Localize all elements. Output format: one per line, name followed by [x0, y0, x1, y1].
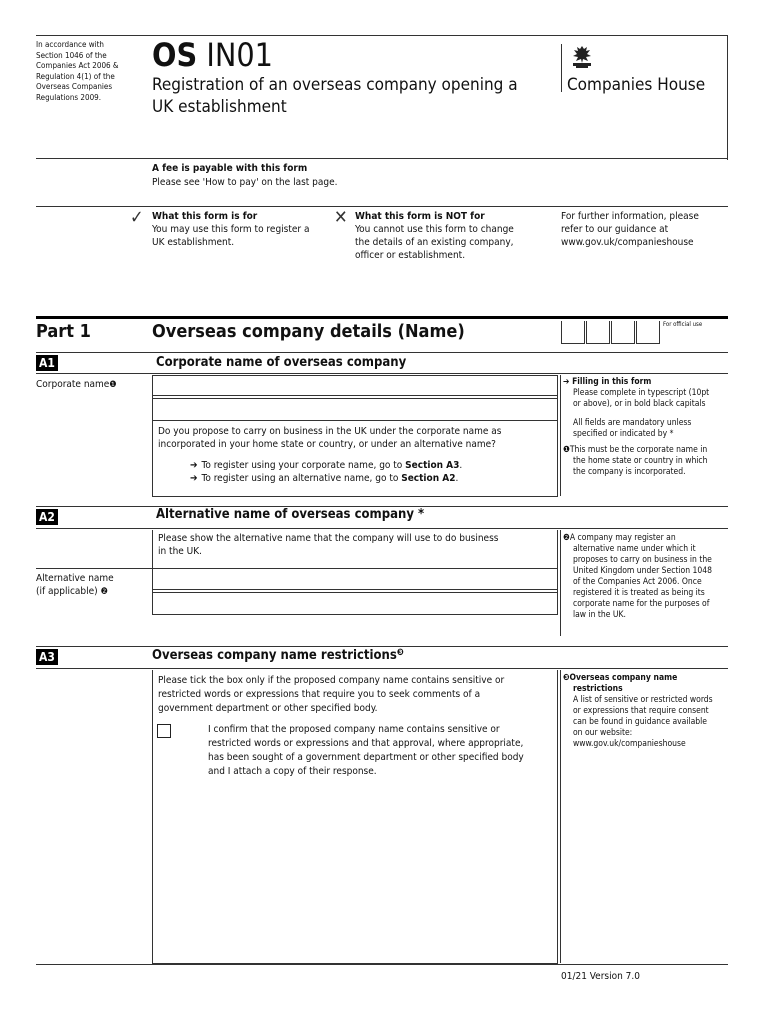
- logo-divider: [561, 44, 562, 92]
- option-alternative-name: ➔ To register using an alternative name, go to Section A2.: [190, 473, 459, 484]
- form-code: OS IN01: [152, 36, 273, 74]
- note-1-icon: ❶: [109, 380, 117, 390]
- alternative-name-label: Alternative name (if applicable) ❷: [36, 573, 114, 597]
- official-use-box: [611, 321, 635, 344]
- link-section-a2[interactable]: Section A2: [401, 473, 456, 484]
- form-title: Registration of an overseas company opening a UK establishment: [152, 75, 518, 117]
- a2-title: Alternative name of overseas company *: [156, 507, 425, 522]
- cross-icon: ✕: [334, 207, 348, 228]
- link-section-a3[interactable]: Section A3: [405, 460, 460, 471]
- corporate-name-input-1[interactable]: [152, 375, 558, 396]
- a1-title: Corporate name of overseas company: [156, 355, 407, 370]
- side-panel-divider-a1: [560, 375, 561, 496]
- official-use-box: [636, 321, 660, 344]
- side-panel-divider-a2: [560, 530, 561, 636]
- section-tag-a3: A3: [36, 649, 58, 665]
- official-use-boxes: [561, 321, 727, 345]
- fee-title: A fee is payable with this form: [152, 163, 308, 174]
- alternative-name-input-1[interactable]: [152, 568, 558, 590]
- what-form-is-not-for: What this form is NOT for You cannot use this form to change the details of an existing company, officer or establishment.: [355, 211, 514, 261]
- note-2-icon: ❷: [100, 587, 108, 597]
- a1-rule-2: [36, 373, 728, 374]
- a2-side-notes: ❷A company may register an alternative name under which it proposes to carry on business in the United Kingdom under Section 1048 of the Companies Act 2006. Once registered it is treated as being its corporate name for the purposes of law in the UK.: [563, 533, 712, 620]
- top-right-border: [727, 35, 728, 160]
- a3-side-notes: ❸Overseas company name restrictions A list of sensitive or restricted words or expressions that require consent can be found in guidance available on our website: www.gov.uk/companieshouse: [563, 673, 713, 749]
- official-use-box: [561, 321, 585, 344]
- a1-question: Do you propose to carry on business in the UK under the corporate name as incorporated in your home state or country, or under an alternative name?: [158, 426, 502, 450]
- top-rule: [36, 35, 728, 36]
- arrow-right-icon: ➔: [563, 377, 573, 387]
- alternative-name-input-2[interactable]: [152, 592, 558, 615]
- further-information: For further information, please refer to our guidance at www.gov.uk/companieshouse: [561, 211, 699, 248]
- part-title: Overseas company details (Name): [152, 321, 465, 342]
- a3-instruction: Please tick the box only if the proposed company name contains sensitive or restricted words or expressions that require you to seek comments of a government department or other specified body.: [158, 675, 505, 714]
- option-corporate-name: ➔ To register using your corporate name, go to Section A3.: [190, 460, 463, 471]
- note-2-icon: ❷: [563, 533, 570, 543]
- side-panel-divider-a3: [560, 670, 561, 963]
- corporate-name-label: Corporate name❶: [36, 379, 117, 390]
- footer-rule: [36, 964, 728, 965]
- part-rule: [36, 316, 728, 319]
- part-label: Part 1: [36, 321, 91, 342]
- corporate-name-input-2[interactable]: [152, 398, 558, 421]
- a1-side-notes: ➔ Filling in this form Please complete in typescript (10pt or above), or in bold black capitals All fields are mandatory unless specified or indicated by * ❶This must be the corporate name in the home state or country in which the company is incorporated.: [563, 377, 710, 477]
- tick-icon: ✓: [130, 207, 144, 228]
- a1-options: [190, 459, 550, 485]
- fee-rule-top: [36, 158, 728, 159]
- legal-reference: In accordance with Section 1046 of the Companies Act 2006 & Regulation 4(1) of the Overseas Companies Regulations 2009.: [36, 40, 119, 102]
- a3-confirm-text: I confirm that the proposed company name contains sensitive or restricted words or expressions and that approval, where appropriate, has been sought of a government department or other specified body and I attach a copy of their response.: [208, 724, 524, 777]
- section-tag-a2: A2: [36, 509, 58, 525]
- a1-rule: [36, 352, 728, 353]
- a3-title: Overseas company name restrictions$^❸$: [152, 648, 404, 663]
- a3-rule-2: [36, 668, 728, 669]
- official-use-label: For official use: [663, 321, 703, 328]
- form-version: 01/21 Version 7.0: [561, 971, 640, 982]
- note-3-icon: ❸: [563, 673, 570, 683]
- fee-text: Please see 'How to pay' on the last page.: [152, 177, 338, 188]
- note-1-icon: ❶: [563, 445, 570, 455]
- official-use-box: [586, 321, 610, 344]
- note-3-icon: ❸: [396, 648, 404, 658]
- a2-instruction: Please show the alternative name that the company will use to do business in the UK.: [158, 533, 499, 557]
- sensitive-name-confirm-checkbox[interactable]: [157, 724, 171, 738]
- what-form-is-for: What this form is for You may use this form to register a UK establishment.: [152, 211, 310, 248]
- a3-rule: [36, 646, 728, 647]
- arrow-right-icon: ➔: [190, 460, 198, 471]
- a2-label-rule: [36, 568, 152, 569]
- companies-house-logo-text: Companies House: [567, 75, 706, 95]
- arrow-right-icon: ➔: [190, 473, 198, 484]
- section-tag-a1: A1: [36, 355, 58, 371]
- a2-rule-2: [36, 528, 728, 529]
- crest-icon: [567, 44, 597, 70]
